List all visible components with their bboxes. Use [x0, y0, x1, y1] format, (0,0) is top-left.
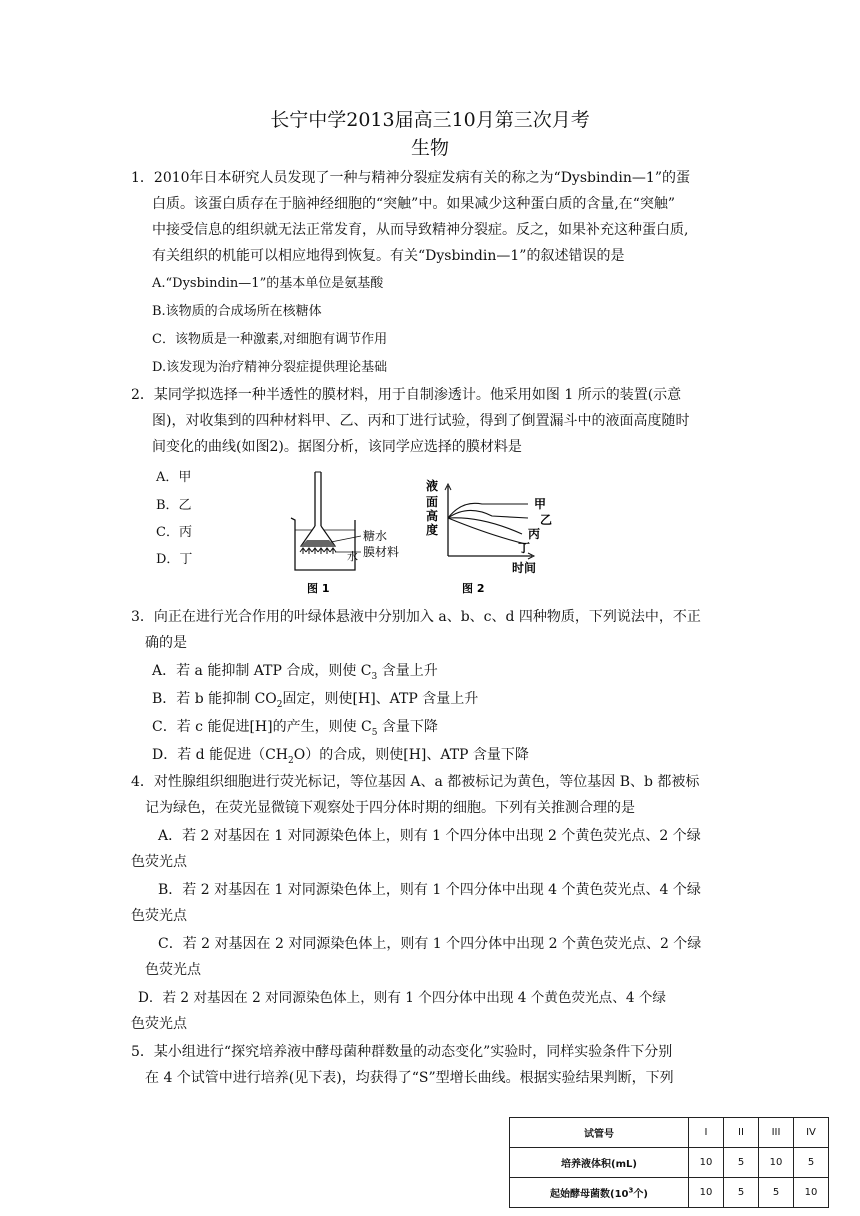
q4-line-1: 4．对性腺组织细胞进行荧光标记，等位基因 A、a 都被标记为黄色，等位基因 B、b 都被标: [131, 774, 700, 790]
fig1-caption: 图 1: [307, 582, 330, 595]
table-cell: 5: [794, 1148, 829, 1178]
q3-b-sub: 2: [276, 699, 283, 710]
q1-line-4: 有关组织的机能可以相应地得到恢复。有关“Dysbindin—1”的叙述错误的是: [152, 248, 625, 264]
q3-line-1: 3．向正在进行光合作用的叶绿体悬液中分别加入 a、b、c、d 四种物质，下列说法中，不正: [131, 609, 701, 625]
q3-option-c: [152, 717, 438, 743]
q4-option-d-2: 色荧光点: [131, 1016, 187, 1032]
fig2-label-jia: 甲: [534, 497, 547, 511]
q4-option-a-2: 色荧光点: [131, 854, 187, 870]
fig2-label-yi: 乙: [540, 513, 553, 527]
q2-option-c: C．丙: [156, 525, 192, 540]
q3-c-text: C．若 c 能促进[H]的产生，则使 C: [152, 719, 372, 735]
q3-c-text-end: 含量下降: [377, 719, 438, 735]
q4-option-a-1: A．若 2 对基因在 1 对同源染色体上，则有 1 个四分体中出现 2 个黄色荧光点、2 个绿: [158, 828, 701, 844]
fig2-ylabel-4: 度: [426, 523, 439, 537]
q1-option-d: D.该发现为治疗精神分裂症提供理论基础: [152, 360, 388, 375]
q3-a-text: A．若 a 能抑制 ATP 合成，则使 C: [152, 663, 372, 679]
q2-option-a: A．甲: [156, 470, 192, 485]
q1-line-2: 白质。该蛋白质存在于脑神经细胞的“突触”中。如果减少这种蛋白质的含量,在“突触”: [152, 196, 676, 212]
q4-option-c-1: C．若 2 对基因在 2 对同源染色体上，则有 1 个四分体中出现 2 个黄色荧光点、2 个绿: [158, 936, 702, 952]
table-cell: 5: [724, 1148, 759, 1178]
table-cell: IV: [794, 1118, 829, 1148]
cell-text-end: 个): [633, 1189, 648, 1200]
fig2-caption: 图 2: [462, 582, 485, 595]
q3-option-b: [152, 689, 478, 715]
table-cell: 培养液体积(mL): [510, 1148, 689, 1178]
q4-option-b-2: 色荧光点: [131, 908, 187, 924]
q3-option-a: [152, 661, 438, 687]
table-cell: 10: [759, 1148, 794, 1178]
fig2-ylabel-3: 高: [426, 509, 439, 523]
fig2-label-ding: 丁: [518, 541, 531, 555]
q2-line-2: 图)，对收集到的四种材料甲、乙、丙和丁进行试验，得到了倒置漏斗中的液面高度随时: [152, 413, 690, 429]
table-cell: 5: [724, 1178, 759, 1208]
q3-a-sub: 3: [371, 671, 378, 682]
curve-yi: [448, 510, 528, 518]
fig1-label-membrane: 膜材料: [363, 545, 400, 559]
table-cell: [510, 1178, 689, 1208]
q5-line-1: 5．某小组进行“探究培养液中酵母菌种群数量的动态变化”实验时，同样实验条件下分别: [131, 1044, 673, 1060]
q2-option-b: B．乙: [156, 498, 192, 513]
table-cell: II: [724, 1118, 759, 1148]
fig2-xlabel: 时间: [512, 561, 537, 575]
q1-line-3: 中接受信息的组织就无法正常发育，从而导致精神分裂症。反之，如果补充这种蛋白质,: [152, 222, 689, 238]
cell-text: 起始酵母菌数(10: [550, 1189, 629, 1200]
q4-option-d-1: D．若 2 对基因在 2 对同源染色体上，则有 1 个四分体中出现 4 个黄色荧光点、4 个绿: [138, 990, 667, 1006]
table-cell: 5: [759, 1178, 794, 1208]
q3-b-text: B．若 b 能抑制 CO: [152, 691, 277, 707]
subject-title: 生物: [410, 137, 449, 159]
q4-option-c-2: 色荧光点: [145, 962, 201, 978]
figure-2-height-curves: [422, 476, 572, 600]
table-row: [510, 1148, 829, 1178]
q1-line-1: 1．2010年日本研究人员发现了一种与精神分裂症发病有关的称之为“Dysbindin—1”的蛋: [131, 170, 690, 186]
fig2-label-bing: 丙: [528, 527, 541, 541]
q5-line-2: 在 4 个试管中进行培养(见下表)，均获得了“S”型增长曲线。根据实验结果判断，下列: [145, 1070, 674, 1086]
q3-option-d: [152, 745, 529, 771]
q3-d-sub: 2: [288, 755, 294, 766]
table-cell: 10: [794, 1178, 829, 1208]
q1-option-a: A.“Dysbindin—1”的基本单位是氨基酸: [152, 276, 384, 291]
q4-option-b-1: B．若 2 对基因在 1 对同源染色体上，则有 1 个四分体中出现 4 个黄色荧光点、4 个绿: [158, 882, 701, 898]
table-row: [510, 1118, 829, 1148]
table-cell: 10: [689, 1148, 724, 1178]
q3-c-sub: 5: [371, 727, 378, 738]
q3-d-text: D．若 d 能促进（CH: [152, 747, 289, 763]
q3-a-text-end: 含量上升: [377, 663, 438, 679]
q5-test-tube-table: [509, 1117, 829, 1208]
q3-line-2: 确的是: [145, 635, 187, 651]
q3-b-text-end: 固定，则使[H]、ATP 含量上升: [282, 691, 479, 707]
fig1-label-sugar: 糖水: [363, 529, 388, 543]
curve-jia: [448, 503, 528, 518]
q2-option-d: D．丁: [156, 552, 193, 567]
exam-title: 长宁中学2013届高三10月第三次月考: [270, 109, 590, 131]
figure-1-osmometer: [285, 468, 410, 598]
table-cell: III: [759, 1118, 794, 1148]
table-cell: 试管号: [510, 1118, 689, 1148]
q2-line-3: 间变化的曲线(如图2)。据图分析，该同学应选择的膜材料是: [152, 439, 522, 455]
q4-line-2: 记为绿色，在荧光显微镜下观察处于四分体时期的细胞。下列有关推测合理的是: [145, 800, 635, 816]
table-cell: I: [689, 1118, 724, 1148]
q3-d-text-end: O）的合成，则使[H]、ATP 含量下降: [293, 747, 529, 763]
table-row: [510, 1178, 829, 1208]
q2-line-1: 2．某同学拟选择一种半透性的膜材料，用于自制渗透计。他采用如图 1 所示的装置(示意: [131, 387, 682, 403]
fig2-ylabel-1: 液: [426, 479, 439, 493]
q1-option-b: B.该物质的合成场所在核糖体: [152, 304, 322, 319]
q1-option-c: C．该物质是一种激素,对细胞有调节作用: [152, 332, 388, 347]
cell-sup: 3: [628, 1186, 634, 1195]
fig1-label-water: 水: [347, 550, 358, 563]
fig2-ylabel-2: 面: [426, 495, 439, 509]
table-cell: 10: [689, 1178, 724, 1208]
